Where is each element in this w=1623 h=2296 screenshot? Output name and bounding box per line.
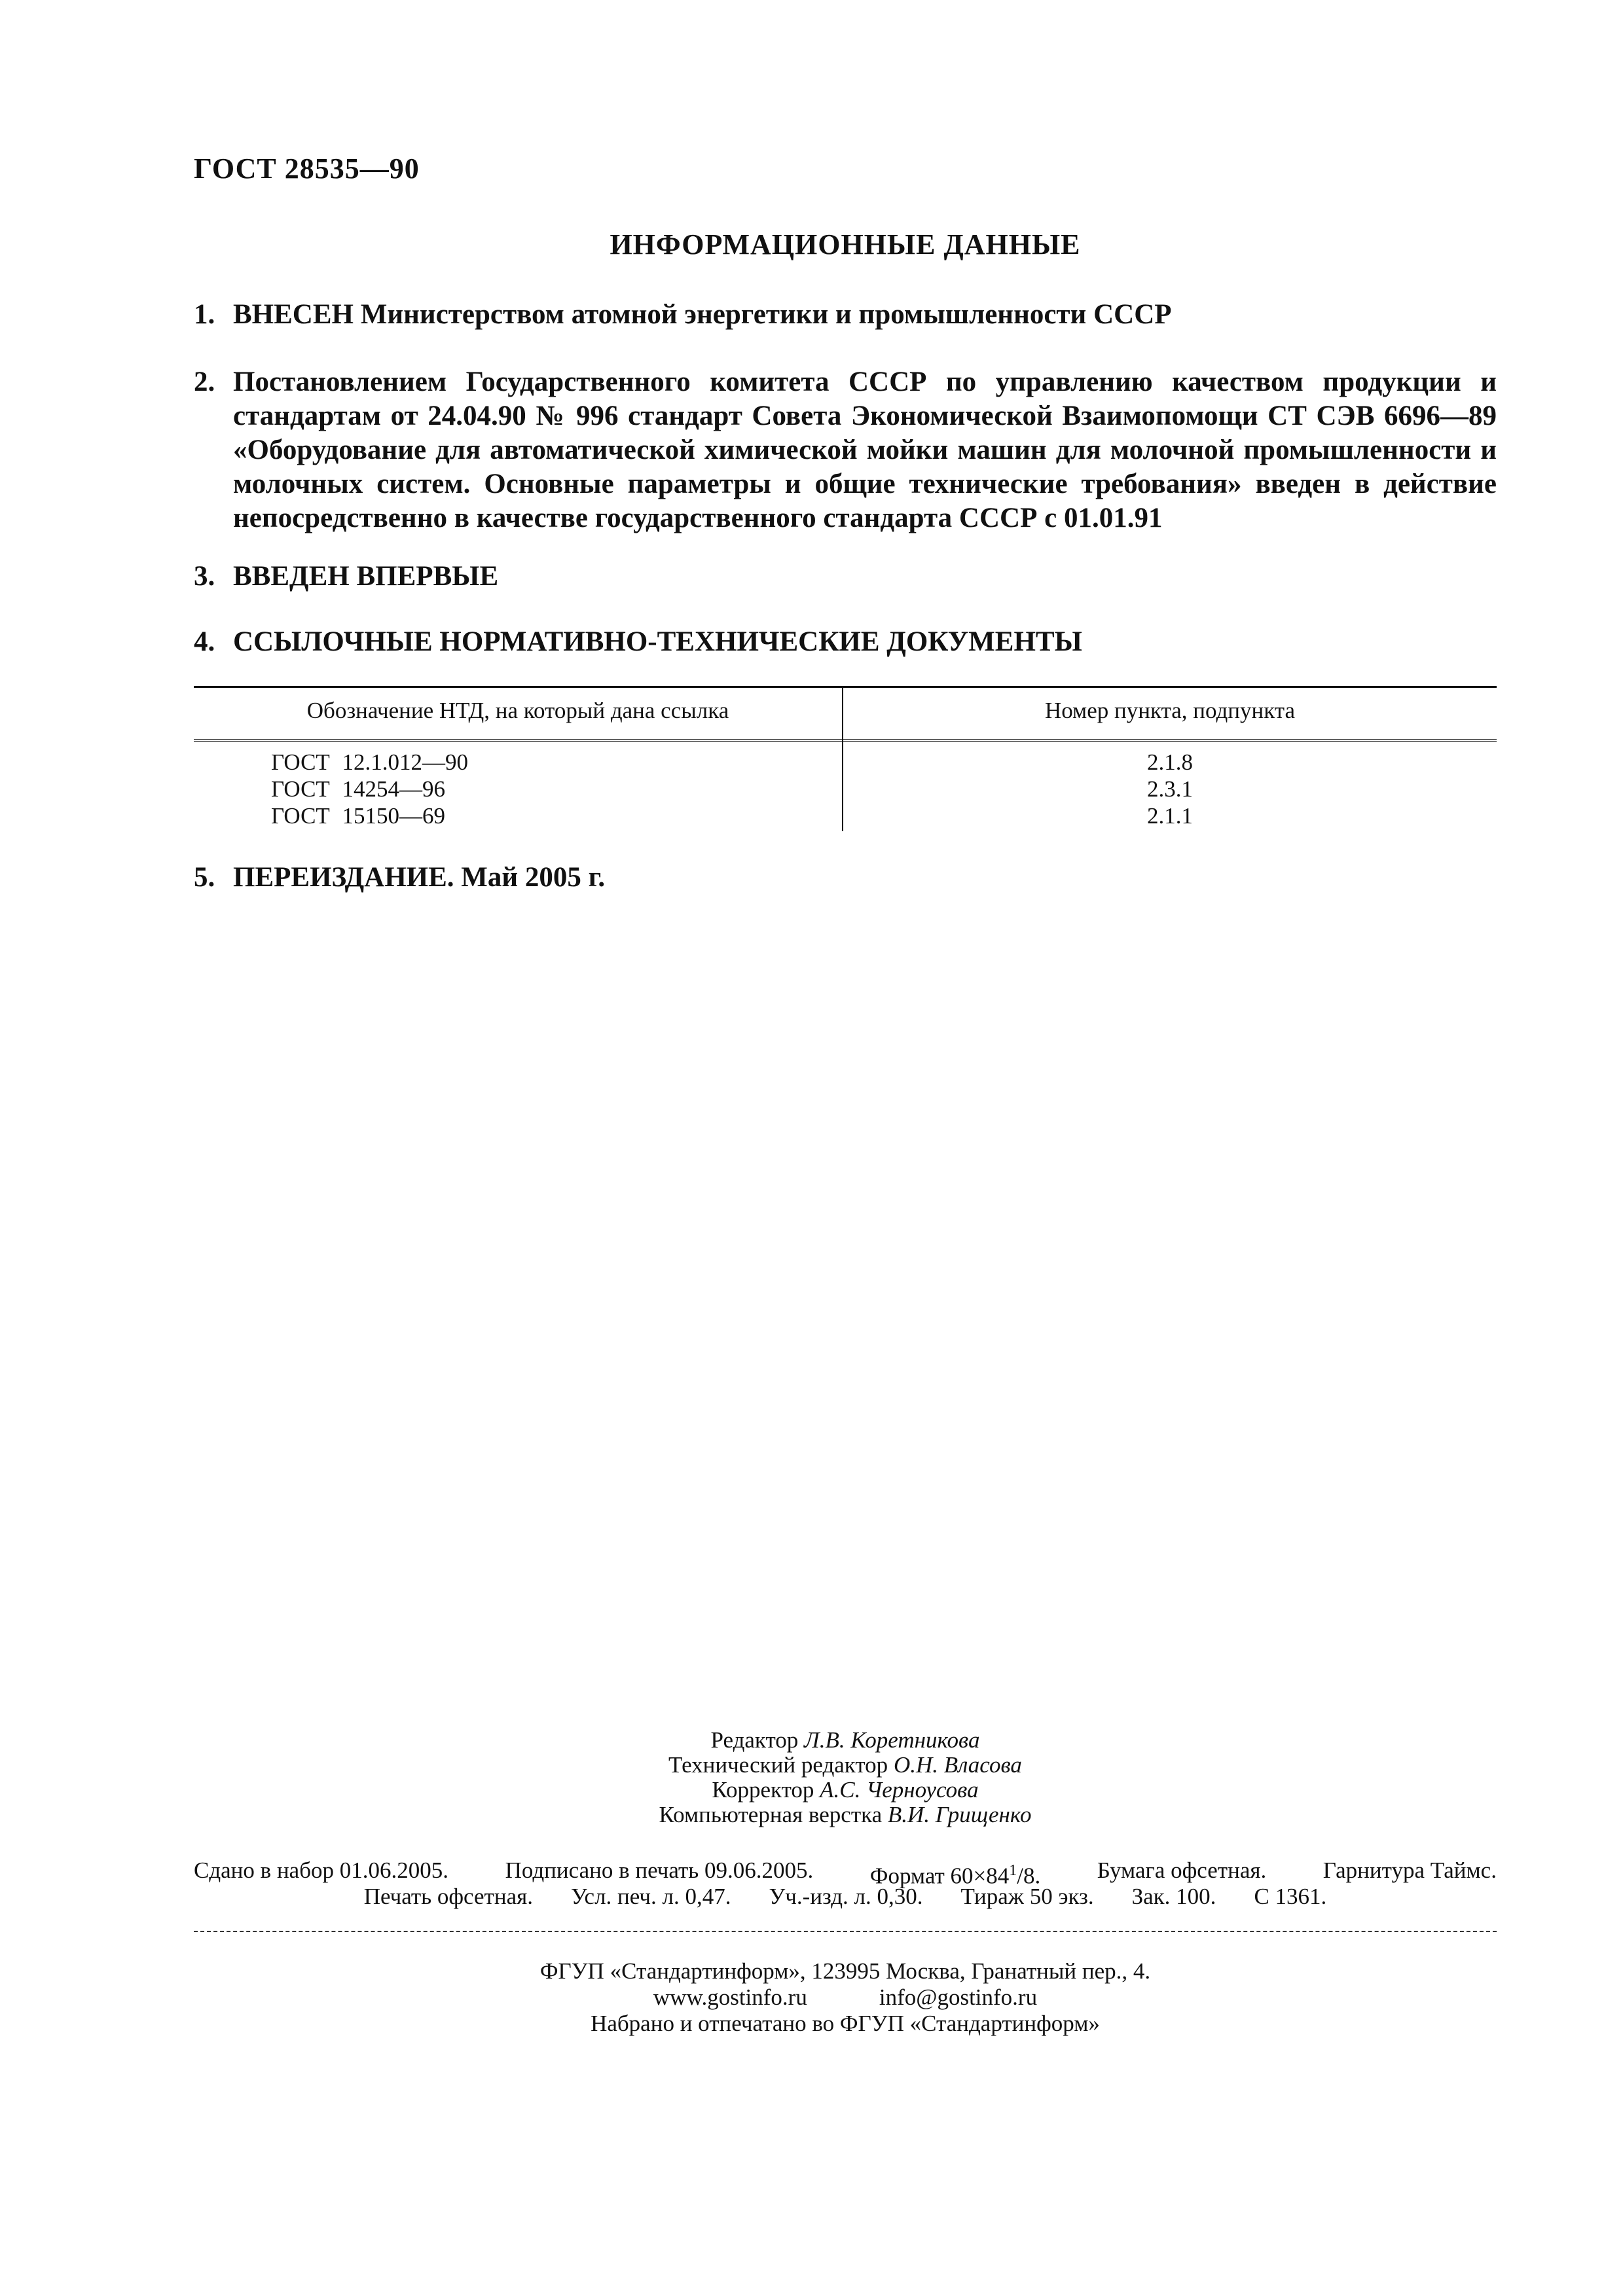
publisher-contacts <box>194 1984 1497 2011</box>
staff-role: Редактор <box>710 1727 799 1753</box>
imprint-typeface: Гарнитура Таймс. <box>1322 1857 1497 1883</box>
table-row <box>194 749 1497 776</box>
publisher-email[interactable]: info@gostinfo.ru <box>879 1984 1038 2010</box>
info-item-1 <box>194 298 1497 332</box>
dashed-divider <box>194 1931 1497 1932</box>
staff-name: А.С. Черноусова <box>820 1777 979 1803</box>
item-text: ВНЕСЕН Министерством атомной энергетики и промышленности СССР <box>233 299 1172 330</box>
imprint-format: Формат $60\times 84^1/8$. <box>869 1862 1041 1889</box>
info-item-5 <box>194 861 1497 895</box>
staff-line <box>194 1778 1497 1803</box>
imprint-print-sheets: Усл. печ. л. 0,47. <box>570 1884 731 1909</box>
table-row <box>194 802 1497 829</box>
imprint-line-2 <box>194 1884 1497 1910</box>
table-header-document: Обозначение НТД, на который дана ссылка <box>306 698 729 723</box>
item-text: Постановлением Государственного комитета СССР по управлению качеством продукции и стандартам от 24.04.90 № 996 стандарт Совета Экономической Взаимопомощи СТ СЭВ 6696—89 «Оборудование для автоматической химической мойки машин для молочной промышленности и молочных систем. Основные параметры и общие технические требования» введен в действие непосредственно в качестве государственного стандарта СССР с 01.01.91 <box>233 367 1497 533</box>
publisher-address: ФГУП «Стандартинформ», 123995 Москва, Гранатный пер., 4. <box>539 1958 1151 1984</box>
ref-doc: ГОСТ 15150—69 <box>271 803 446 829</box>
ref-point: 2.3.1 <box>1147 776 1193 802</box>
ref-doc: ГОСТ 14254—96 <box>271 776 446 802</box>
imprint-typeset-date: Сдано в набор 01.06.2005. <box>194 1857 449 1883</box>
staff-role: Технический редактор <box>668 1752 888 1778</box>
item-number: 2. <box>194 367 215 397</box>
publisher-block <box>194 1958 1497 2037</box>
staff-name: О.Н. Власова <box>893 1752 1022 1778</box>
item-text: ПЕРЕИЗДАНИЕ. Май 2005 г. <box>233 862 606 893</box>
ref-doc: ГОСТ 12.1.012—90 <box>271 749 469 775</box>
info-item-3 <box>194 560 1497 594</box>
staff-name: В.И. Грищенко <box>887 1802 1032 1827</box>
item-number: 5. <box>194 862 215 893</box>
imprint-code: С 1361. <box>1254 1884 1327 1909</box>
staff-name: Л.В. Коретникова <box>804 1727 980 1753</box>
gost-code-header: ГОСТ 28535—90 <box>194 152 420 185</box>
item-number: 1. <box>194 299 215 330</box>
reference-documents-table <box>194 686 1497 833</box>
imprint-signed-date: Подписано в печать 09.06.2005. <box>505 1857 814 1883</box>
item-text: ВВЕДЕН ВПЕРВЫЕ <box>233 561 499 592</box>
ref-point: 2.1.1 <box>1147 803 1193 829</box>
imprint-print-type: Печать офсетная. <box>363 1884 533 1909</box>
table-header-rule <box>194 739 1497 743</box>
staff-role: Компьютерная верстка <box>659 1802 883 1827</box>
item-number: 3. <box>194 561 215 592</box>
publisher-printed-note: Набрано и отпечатано во ФГУП «Стандартинформ» <box>591 2011 1100 2036</box>
staff-line <box>194 1728 1497 1753</box>
table-row <box>194 776 1497 802</box>
table-header-point: Номер пункта, подпункта <box>1044 698 1296 723</box>
imprint-publisher-sheets: Уч.-изд. л. 0,30. <box>769 1884 923 1909</box>
staff-line <box>194 1753 1497 1778</box>
page-title: ИНФОРМАЦИОННЫЕ ДАННЫЕ <box>610 228 1081 260</box>
ref-point: 2.1.8 <box>1147 749 1193 775</box>
table-top-rule <box>194 686 1497 688</box>
publisher-website[interactable]: www.gostinfo.ru <box>653 1984 807 2010</box>
imprint-circulation: Тираж 50 экз. <box>960 1884 1094 1909</box>
info-item-2 <box>194 365 1497 535</box>
item-text: ССЫЛОЧНЫЕ НОРМАТИВНО-ТЕХНИЧЕСКИЕ ДОКУМЕНТЫ <box>233 626 1082 657</box>
staff-credits <box>194 1728 1497 1827</box>
staff-line <box>194 1803 1497 1827</box>
item-number: 4. <box>194 626 215 657</box>
info-item-4 <box>194 625 1497 659</box>
imprint-paper: Бумага офсетная. <box>1097 1857 1267 1883</box>
imprint-order: Зак. 100. <box>1131 1884 1216 1909</box>
staff-role: Корректор <box>712 1777 814 1803</box>
